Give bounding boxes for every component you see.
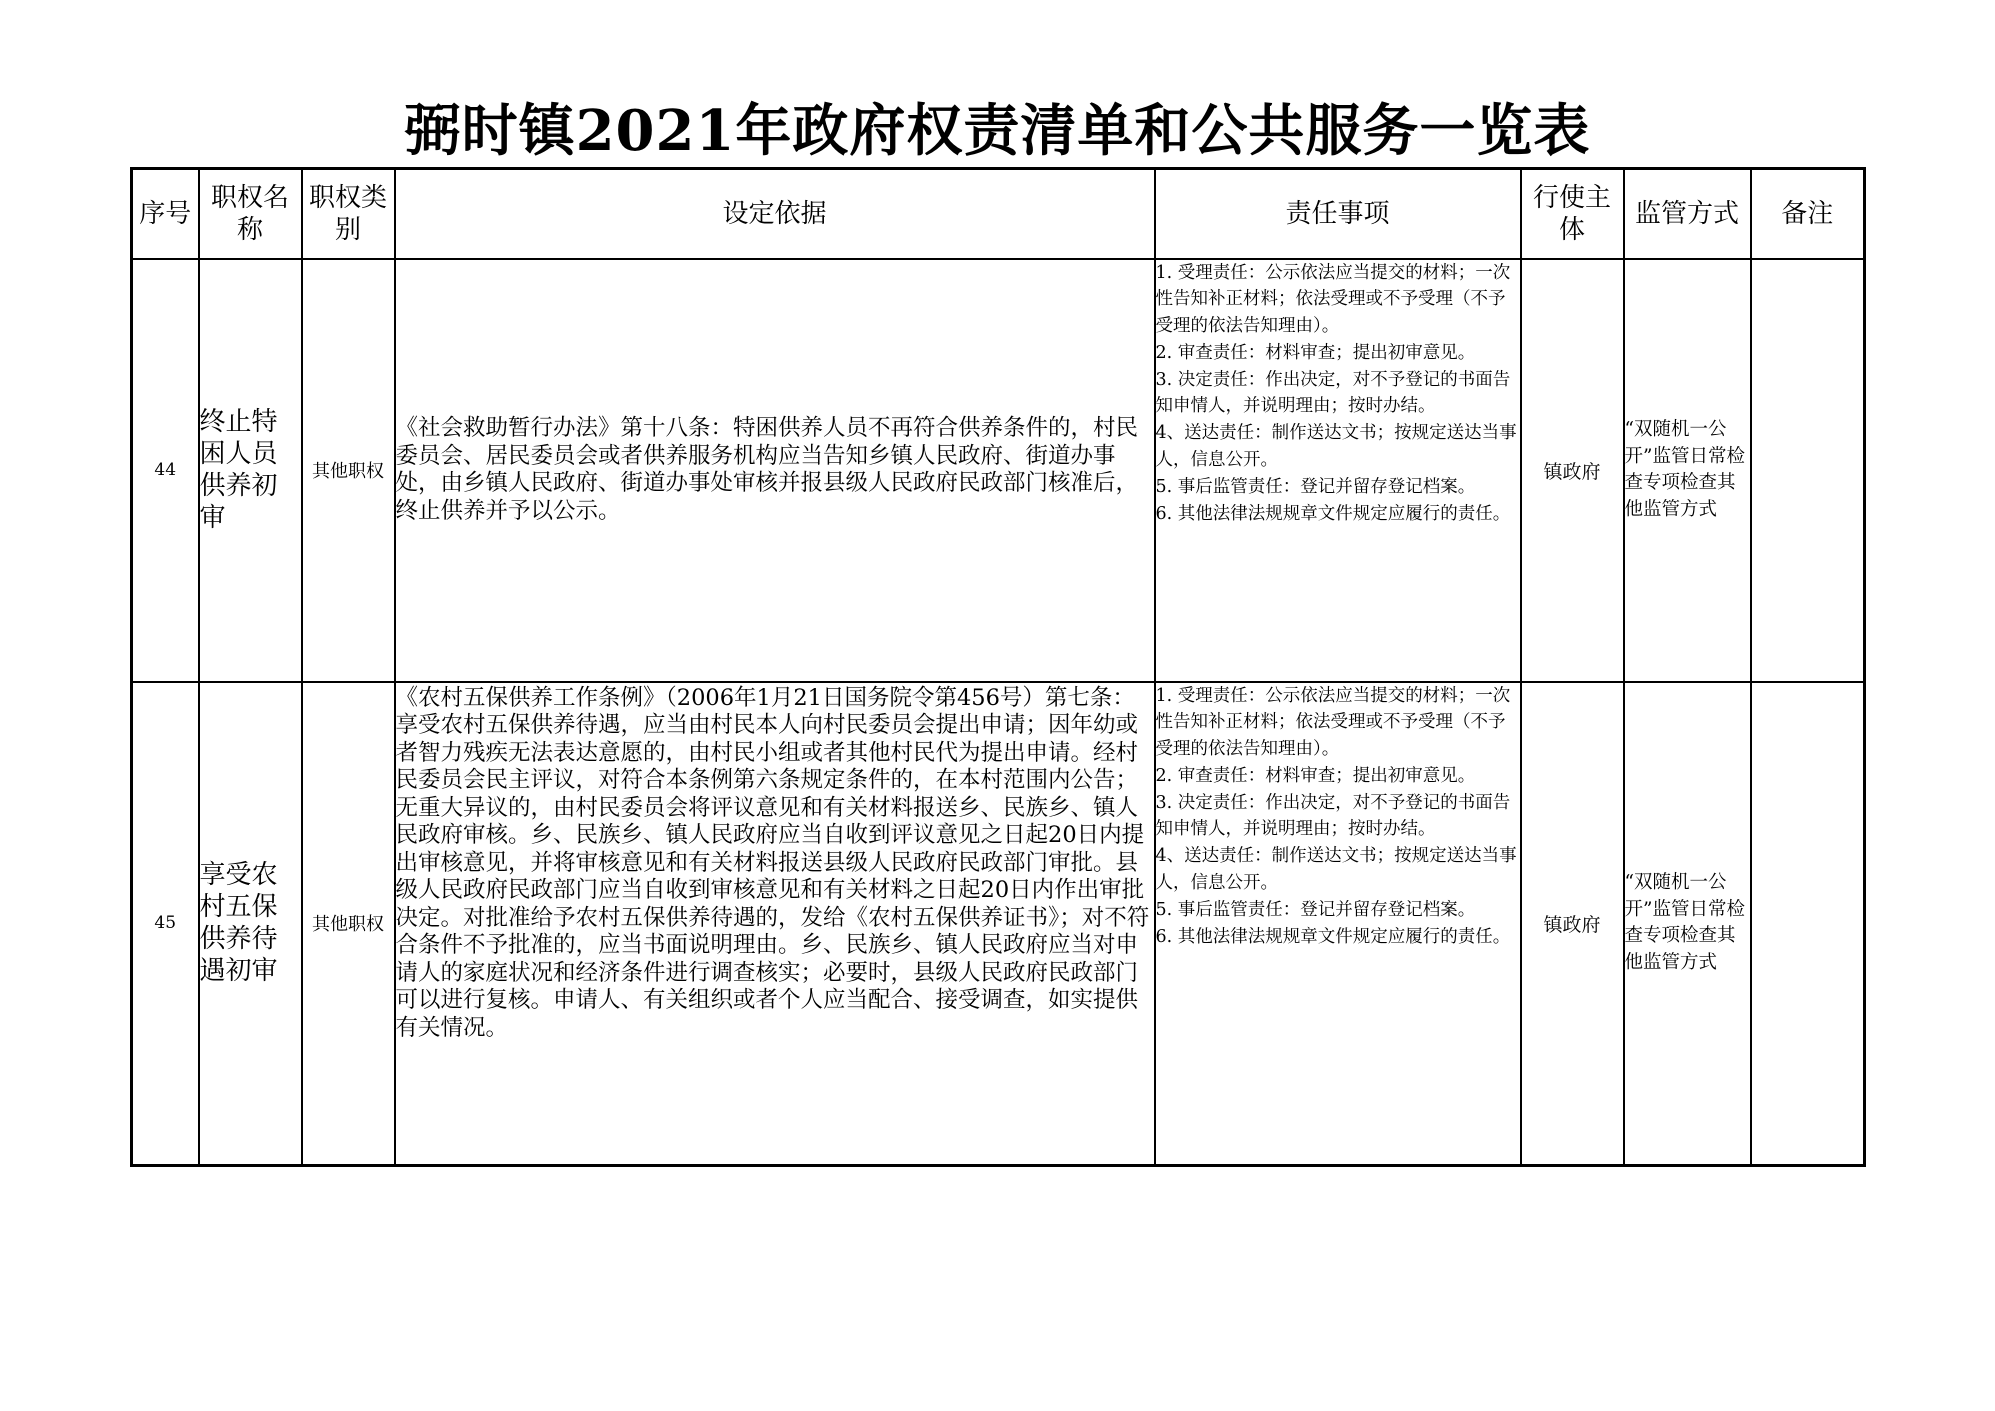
header-responsibility: 责任事项: [1155, 169, 1521, 259]
power-name: 终止特困人员供养初审: [199, 259, 302, 682]
row-index: 44: [132, 259, 199, 682]
header-category: 职权类别: [302, 169, 395, 259]
table-header-row: [132, 169, 1865, 259]
table-row: [132, 682, 1865, 1166]
responsibility-list: [1155, 259, 1521, 682]
responsibility-item: 5. 事后监管责任：登记并留存登记档案。: [1155, 899, 1476, 920]
responsibility-item: 1. 受理责任：公示依法应当提交的材料；一次性告知补正材料；依法受理或不予受理（不予受理的依法告知理由）。: [1155, 262, 1511, 337]
legal-basis: 《社会救助暂行办法》第十八条：特困供养人员不再符合供养条件的，村民委员会、居民委员会或者供养服务机构应当告知乡镇人民政府、街道办事处，由乡镇人民政府、街道办事处审核并报县级人民政府民政部门核准后，终止供养并予以公示。: [395, 259, 1155, 682]
responsibility-item: 2. 审查责任：材料审查；提出初审意见。: [1155, 765, 1476, 786]
responsibility-item: 4、送达责任：制作送达文书；按规定送达当事人，信息公开。: [1155, 846, 1517, 894]
power-list-table: [130, 167, 1866, 1167]
executing-body: 镇政府: [1521, 682, 1624, 1166]
responsibility-item: 5. 事后监管责任：登记并留存登记档案。: [1155, 476, 1476, 497]
responsibility-item: 6. 其他法律法规规章文件规定应履行的责任。: [1155, 503, 1511, 524]
responsibility-item: 2. 审查责任：材料审查；提出初审意见。: [1155, 342, 1476, 363]
page-title: 弼时镇2021年政府权责清单和公共服务一览表: [404, 98, 1591, 164]
power-name: 享受农村五保供养待遇初审: [199, 682, 302, 1166]
responsibility-list: [1155, 682, 1521, 1166]
remark-cell: [1751, 682, 1865, 1166]
responsibility-item: 3. 决定责任：作出决定，对不予登记的书面告知申情人，并说明理由；按时办结。: [1155, 792, 1511, 840]
header-index: 序号: [132, 169, 199, 259]
responsibility-item: 3. 决定责任：作出决定，对不予登记的书面告知申情人，并说明理由；按时办结。: [1155, 369, 1511, 417]
responsibility-item: 6. 其他法律法规规章文件规定应履行的责任。: [1155, 926, 1511, 947]
header-basis: 设定依据: [395, 169, 1155, 259]
power-category: 其他职权: [302, 259, 395, 682]
header-supervision: 监管方式: [1624, 169, 1751, 259]
remark-cell: [1751, 259, 1865, 682]
header-name: 职权名称: [199, 169, 302, 259]
power-category: 其他职权: [302, 682, 395, 1166]
legal-basis: 《农村五保供养工作条例》（2006年1月21日国务院令第456号）第七条：享受农村五保供养待遇，应当由村民本人向村民委员会提出申请；因年幼或者智力残疾无法表达意愿的，由村民小组或者其他村民代为提出申请。经村民委员会民主评议，对符合本条例第六条规定条件的，在本村范围内公告；无重大异议的，由村民委员会将评议意见和有关材料报送乡、民族乡、镇人民政府审核。乡、民族乡、镇人民政府应当自收到评议意见之日起20日内提出审核意见，并将审核意见和有关材料报送县级人民政府民政部门审批。县级人民政府民政部门应当自收到审核意见和有关材料之日起20日内作出审批决定。对批准给予农村五保供养待遇的，发给《农村五保供养证书》；对不符合条件不予批准的，应当书面说明理由。乡、民族乡、镇人民政府应当对申请人的家庭状况和经济条件进行调查核实；必要时，县级人民政府民政部门可以进行复核。申请人、有关组织或者个人应当配合、接受调查，如实提供有关情况。: [395, 682, 1155, 1166]
header-body: 行使主体: [1521, 169, 1624, 259]
responsibility-item: 1. 受理责任：公示依法应当提交的材料；一次性告知补正材料；依法受理或不予受理（不予受理的依法告知理由）。: [1155, 685, 1511, 760]
executing-body: 镇政府: [1521, 259, 1624, 682]
supervision-method: “双随机一公开”监管日常检查专项检查其他监管方式: [1624, 682, 1751, 1166]
supervision-method: “双随机一公开”监管日常检查专项检查其他监管方式: [1624, 259, 1751, 682]
row-index: 45: [132, 682, 199, 1166]
header-remark: 备注: [1751, 169, 1865, 259]
table-row: [132, 259, 1865, 682]
responsibility-item: 4、送达责任：制作送达文书；按规定送达当事人，信息公开。: [1155, 423, 1517, 471]
